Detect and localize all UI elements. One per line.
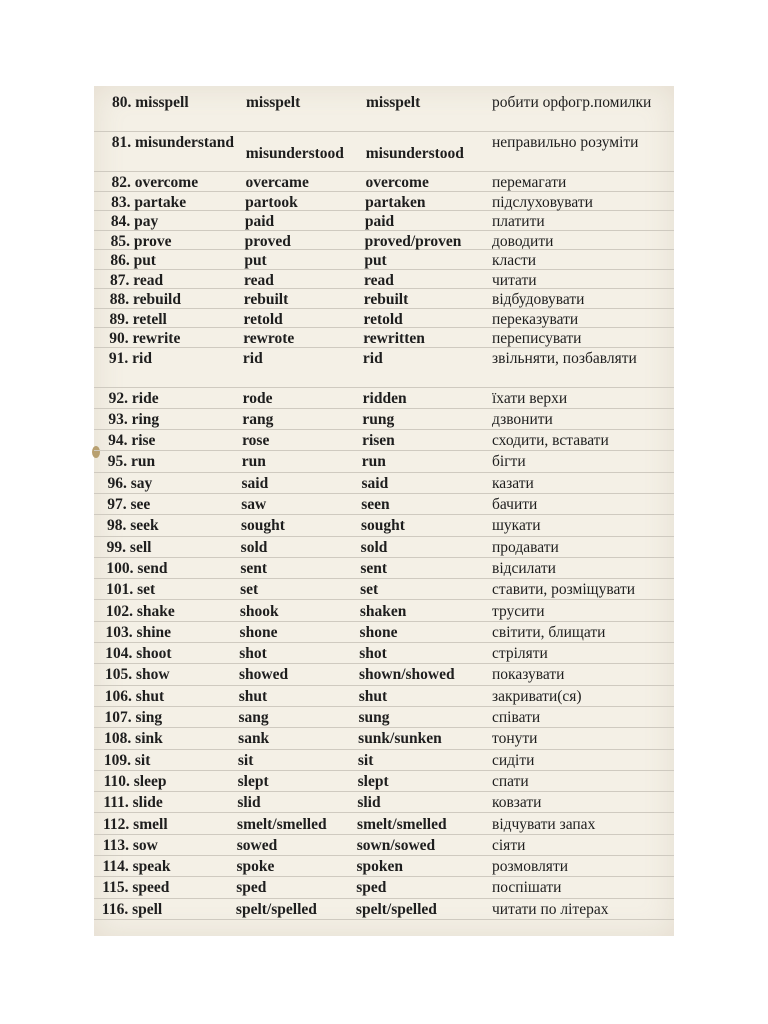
cell-past-simple: rid — [242, 349, 263, 367]
table-row — [94, 328, 674, 348]
cell-past-participle: rung — [362, 410, 395, 428]
cell-past-simple: overcame — [245, 174, 309, 191]
cell-infinitive: 81. misunderstand — [111, 134, 235, 151]
cell-infinitive: 90. rewrite — [109, 330, 181, 347]
cell-past-participle: misspelt — [366, 94, 421, 111]
cell-past-participle: rewritten — [363, 330, 425, 347]
cell-infinitive: 84. pay — [110, 213, 159, 230]
cell-infinitive: 98. seek — [106, 517, 159, 535]
cell-past-simple: sowed — [236, 836, 278, 854]
cell-infinitive: 89. retell — [109, 310, 167, 328]
cell-infinitive: 105. show — [105, 666, 170, 684]
cell-translation: робити орфогр.помилки — [492, 94, 652, 111]
cell-infinitive: 87. read — [110, 271, 164, 289]
table-row — [94, 309, 674, 329]
cell-past-simple: shone — [239, 623, 278, 641]
cell-past-participle: shaken — [359, 602, 407, 620]
cell-translation: переказувати — [492, 310, 579, 328]
cell-translation: їхати верхи — [492, 389, 568, 407]
table-row — [94, 877, 674, 898]
cell-translation: показувати — [492, 666, 565, 684]
cell-past-simple: rose — [242, 432, 270, 450]
cell-infinitive: 100. send — [106, 559, 168, 577]
cell-infinitive: 96. say — [107, 474, 153, 492]
cell-past-simple: sold — [240, 538, 268, 556]
cell-past-simple: rang — [242, 410, 274, 428]
irregular-verbs-table — [94, 86, 674, 936]
table-row — [94, 348, 674, 388]
cell-past-participle: rebuilt — [363, 291, 409, 308]
cell-past-participle: sped — [356, 879, 387, 897]
cell-past-simple: slept — [237, 772, 269, 790]
table-row — [94, 622, 674, 643]
cell-past-participle: sung — [358, 709, 390, 726]
table-row — [94, 686, 674, 707]
cell-past-participle: slept — [357, 772, 389, 790]
cell-translation: переписувати — [492, 330, 582, 347]
cell-past-simple: shook — [239, 602, 279, 620]
cell-translation: бігти — [492, 453, 526, 471]
cell-past-participle: shut — [358, 687, 388, 705]
cell-infinitive: 97. see — [107, 496, 151, 513]
cell-translation: поспішати — [492, 879, 562, 897]
cell-infinitive: 99. sell — [106, 538, 152, 556]
cell-infinitive: 83. partake — [111, 193, 187, 211]
cell-translation: бачити — [492, 496, 538, 513]
cell-past-simple: said — [241, 474, 269, 492]
table-row — [94, 601, 674, 622]
table-row — [94, 409, 674, 430]
table-row — [94, 451, 674, 472]
cell-translation: розмовляти — [492, 858, 569, 876]
table-row — [94, 537, 674, 558]
table-row — [94, 792, 674, 813]
cell-past-participle: sown/sowed — [356, 836, 436, 854]
cell-translation: класти — [492, 252, 537, 269]
table-row — [94, 270, 674, 290]
cell-translation: спати — [492, 772, 529, 790]
cell-past-simple: misspelt — [246, 94, 301, 111]
cell-translation: сходити, вставати — [492, 432, 609, 450]
cell-translation: шукати — [492, 517, 541, 535]
cell-past-participle: shot — [359, 645, 387, 663]
table-row — [94, 132, 674, 172]
cell-past-participle: spelt/spelled — [355, 900, 437, 918]
table-row — [94, 289, 674, 309]
cell-translation: підслуховувати — [492, 193, 593, 211]
cell-past-simple: read — [244, 271, 274, 289]
table-row — [94, 558, 674, 579]
cell-past-simple: sent — [240, 559, 268, 577]
cell-past-participle: sit — [357, 751, 374, 769]
cell-past-simple: paid — [244, 213, 275, 230]
cell-translation: дзвонити — [492, 410, 553, 428]
cell-past-participle: misunderstood — [365, 145, 464, 162]
cell-infinitive: 86. put — [110, 252, 156, 269]
document-page — [94, 86, 674, 936]
cell-translation: трусити — [492, 602, 545, 620]
table-row — [94, 192, 674, 212]
cell-infinitive: 94. rise — [108, 432, 156, 450]
cell-past-participle: sought — [360, 517, 405, 535]
cell-translation: читати — [492, 271, 537, 289]
cell-past-participle: retold — [363, 310, 403, 328]
table-row — [94, 664, 674, 685]
cell-translation: закривати(ся) — [492, 687, 582, 705]
table-row — [94, 211, 674, 231]
cell-infinitive: 113. sow — [102, 836, 158, 854]
cell-translation: ковзати — [492, 794, 542, 812]
table-row — [94, 899, 674, 920]
cell-translation: співати — [492, 709, 541, 726]
table-row — [94, 494, 674, 515]
table-row — [94, 231, 674, 251]
cell-translation: перемагати — [492, 174, 567, 191]
cell-infinitive: 109. sit — [103, 751, 151, 769]
cell-past-participle: risen — [362, 432, 395, 450]
cell-translation: сіяти — [492, 836, 526, 854]
cell-translation: звільняти, позбавляти — [492, 349, 637, 367]
cell-past-simple: smelt/smelled — [237, 815, 327, 833]
cell-infinitive: 112. smell — [103, 815, 168, 833]
cell-past-participle: slid — [357, 794, 381, 812]
cell-past-participle: rid — [362, 349, 383, 367]
cell-infinitive: 85. prove — [110, 232, 172, 250]
cell-translation: тонути — [492, 730, 538, 748]
table-row — [94, 835, 674, 856]
cell-past-simple: sang — [238, 709, 269, 726]
cell-past-simple: run — [241, 453, 266, 471]
cell-translation: казати — [492, 474, 534, 492]
table-row — [94, 473, 674, 494]
table-row — [94, 250, 674, 270]
cell-infinitive: 115. speed — [102, 879, 170, 897]
table-row — [94, 728, 674, 749]
cell-infinitive: 104. shoot — [105, 645, 172, 663]
cell-past-simple: saw — [241, 496, 267, 513]
cell-infinitive: 101. set — [106, 581, 156, 599]
cell-past-simple: spelt/spelled — [235, 900, 317, 918]
cell-infinitive: 114. speak — [102, 858, 171, 876]
cell-past-participle: said — [361, 474, 389, 492]
table-row — [94, 515, 674, 536]
cell-past-participle: set — [360, 581, 379, 599]
cell-past-simple: rebuilt — [243, 291, 289, 308]
cell-translation: відсилати — [492, 559, 556, 577]
cell-past-participle: sent — [360, 559, 388, 577]
cell-infinitive: 106. shut — [104, 687, 165, 705]
cell-past-simple: proved — [244, 232, 291, 250]
table-row — [94, 771, 674, 792]
cell-infinitive: 93. ring — [108, 410, 160, 428]
cell-past-simple: retold — [243, 310, 283, 328]
cell-past-participle: sunk/sunken — [358, 730, 442, 748]
cell-past-participle: spoken — [356, 858, 404, 876]
cell-past-simple: sank — [238, 730, 270, 748]
cell-past-simple: showed — [239, 666, 289, 684]
cell-infinitive: 92. ride — [108, 389, 159, 407]
cell-past-simple: rode — [242, 389, 273, 407]
cell-translation: платити — [492, 213, 545, 230]
cell-past-participle: partaken — [365, 193, 426, 211]
table-row — [94, 172, 674, 192]
cell-past-simple: shot — [239, 645, 267, 663]
cell-past-simple: set — [240, 581, 259, 599]
cell-past-participle: overcome — [365, 174, 429, 191]
cell-past-simple: put — [244, 252, 267, 269]
cell-infinitive: 108. sink — [104, 730, 163, 748]
cell-past-simple: sought — [240, 517, 285, 535]
cell-translation: світити, блищати — [492, 623, 606, 641]
cell-past-participle: paid — [364, 213, 395, 230]
table-row — [94, 388, 674, 409]
cell-infinitive: 80. misspell — [112, 94, 189, 111]
cell-past-simple: sped — [236, 879, 267, 897]
table-row — [94, 430, 674, 451]
cell-infinitive: 91. rid — [108, 349, 152, 367]
cell-past-participle: shone — [359, 623, 398, 641]
table-row — [94, 856, 674, 877]
cell-infinitive: 103. shine — [105, 623, 172, 641]
cell-past-participle: shown/showed — [359, 666, 455, 684]
cell-infinitive: 102. shake — [105, 602, 175, 620]
cell-past-simple: partook — [245, 193, 298, 211]
cell-translation: доводити — [492, 232, 554, 250]
cell-infinitive: 110. sleep — [103, 772, 167, 790]
cell-past-simple: rewrote — [243, 330, 295, 347]
table-row — [94, 92, 674, 132]
cell-translation: читати по літерах — [492, 900, 609, 918]
cell-infinitive: 107. sing — [104, 709, 163, 726]
cell-translation: відбудовувати — [492, 291, 585, 308]
cell-past-simple: spoke — [236, 858, 275, 876]
cell-infinitive: 111. slide — [103, 794, 163, 812]
cell-past-participle: sold — [360, 538, 388, 556]
cell-past-simple: misunderstood — [245, 145, 344, 162]
cell-translation: відчувати запах — [492, 815, 596, 833]
cell-translation: стріляти — [492, 645, 548, 663]
cell-past-participle: ridden — [362, 389, 407, 407]
table-row — [94, 707, 674, 728]
cell-past-participle: run — [361, 453, 386, 471]
cell-infinitive: 116. spell — [101, 900, 163, 918]
cell-past-participle: proved/proven — [364, 232, 462, 250]
cell-past-participle: put — [364, 252, 387, 269]
cell-infinitive: 82. overcome — [111, 174, 199, 191]
table-row — [94, 750, 674, 771]
cell-translation: продавати — [492, 538, 559, 556]
cell-past-simple: sit — [237, 751, 254, 769]
cell-infinitive: 88. rebuild — [109, 291, 181, 308]
table-row — [94, 814, 674, 835]
cell-translation: сидіти — [492, 751, 535, 769]
cell-past-participle: seen — [361, 496, 390, 513]
cell-past-participle: read — [364, 271, 394, 289]
cell-translation: ставити, розміщувати — [492, 581, 636, 599]
cell-past-simple: shut — [238, 687, 268, 705]
cell-past-simple: slid — [237, 794, 261, 812]
cell-translation: неправильно розуміти — [492, 134, 639, 151]
cell-infinitive: 95. run — [107, 453, 156, 471]
cell-past-participle: smelt/smelled — [357, 815, 447, 833]
table-row — [94, 579, 674, 600]
table-row — [94, 643, 674, 664]
